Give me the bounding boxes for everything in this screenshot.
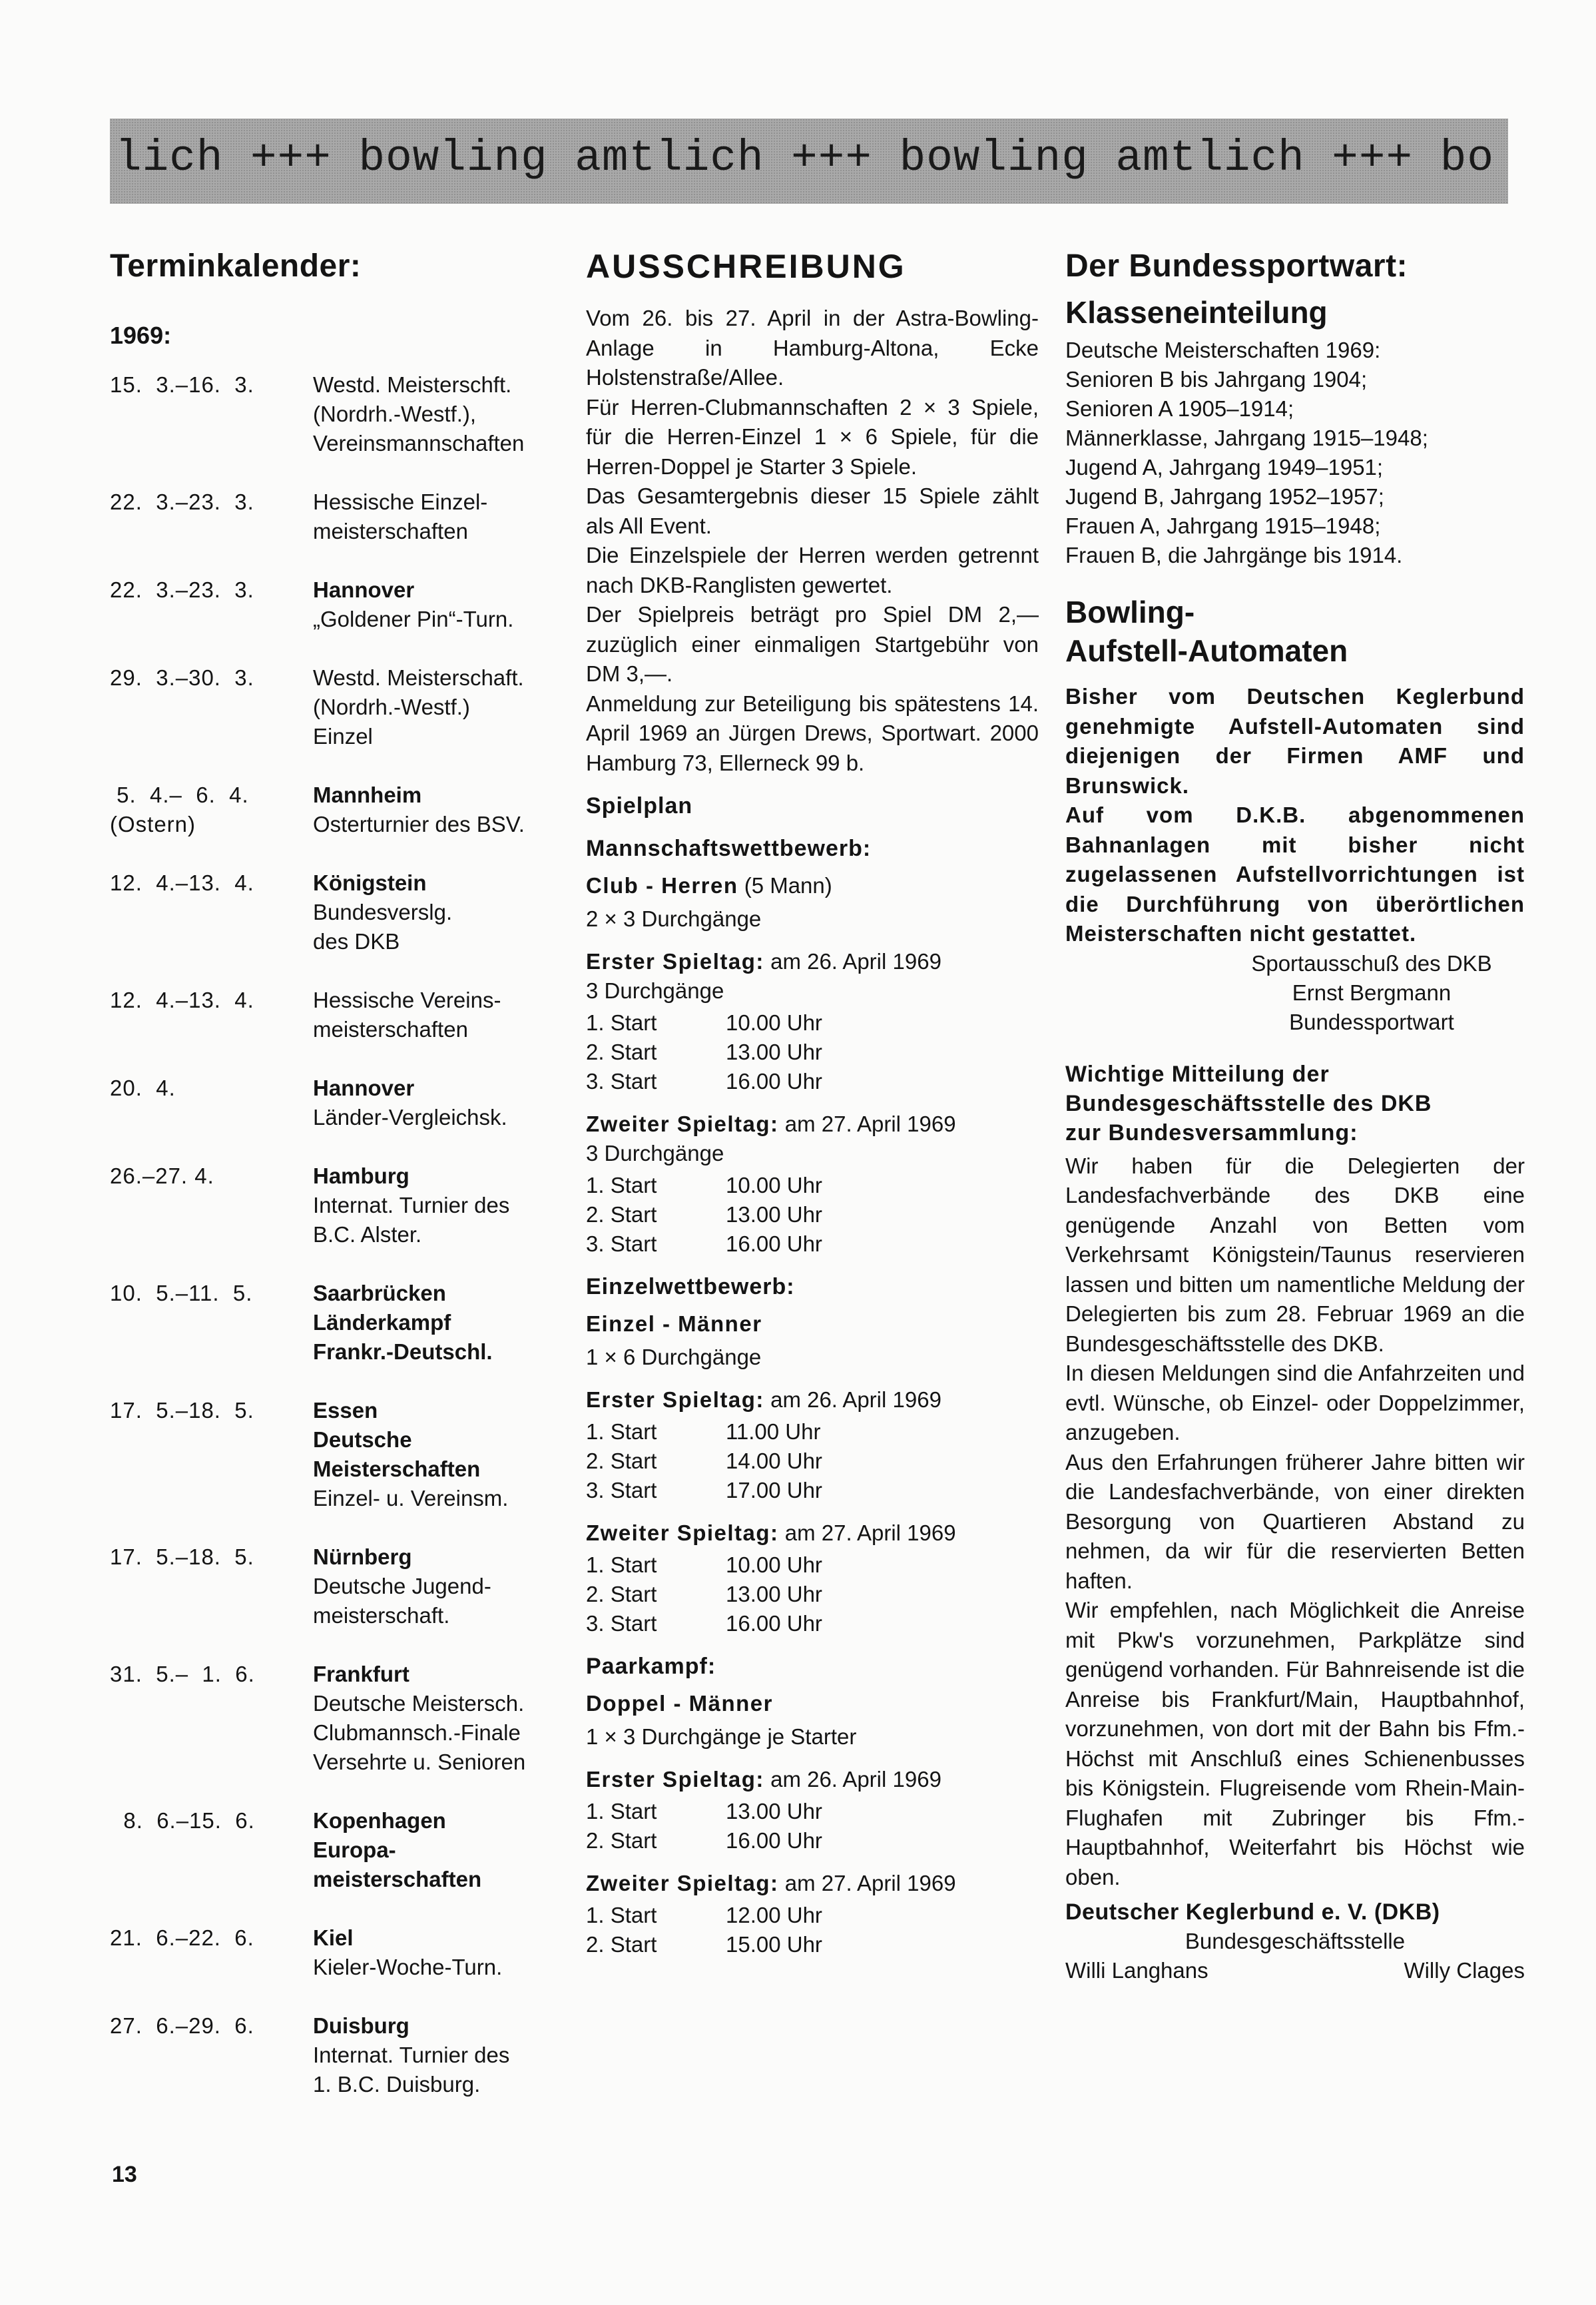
bundessportwart-title: Der Bundessportwart: xyxy=(1065,248,1408,284)
event-line: Versehrte u. Senioren xyxy=(313,1750,526,1774)
category-name: Club - Herren xyxy=(586,873,738,898)
start-label: 3. Start xyxy=(586,1231,657,1256)
klassen-line: Frauen B, die Jahrgänge bis 1914. xyxy=(1065,543,1403,567)
event-spacer xyxy=(110,1132,569,1161)
event-date xyxy=(110,868,313,956)
klassen-line: Männerklasse, Jahrgang 1915–1948; xyxy=(1065,426,1428,450)
spacer xyxy=(586,934,1039,947)
signature-line: Ernst Bergmann xyxy=(1292,980,1452,1005)
intro-paragraph: Das Gesamtergebnis dieser 15 Spiele zählt als All Event. xyxy=(586,484,1039,538)
category-name: Doppel - Männer xyxy=(586,1691,774,1716)
signers xyxy=(1065,1956,1525,1985)
start-time-row xyxy=(586,1171,1039,1200)
event-date-range: 10. 5.–11. 5. xyxy=(110,1281,253,1305)
start-time-row xyxy=(586,1417,1039,1447)
event-date-range: 26.–27. 4. xyxy=(110,1163,214,1188)
event-place: Kopenhagen xyxy=(313,1808,446,1833)
event-line: „Goldener Pin“-Turn. xyxy=(313,607,514,631)
event-spacer xyxy=(110,751,569,781)
event-place: Hamburg xyxy=(313,1163,409,1188)
event-spacer xyxy=(110,839,569,868)
intro-paragraph: Vom 26. bis 27. April in der Astra-Bowling-Anlage in Hamburg-Altona, Ecke Holstenstraße/Allee. xyxy=(586,306,1039,390)
calendar-event xyxy=(110,1542,569,1630)
start-time-row xyxy=(586,1930,1039,1959)
event-date xyxy=(110,575,313,634)
mitteilung-paragraph: Wir empfehlen, nach Möglichkeit die Anreise mit Pkw's vorzunehmen, Parkplätze sind genügend vorhanden. Für Bahnreisende ist die Anreise bis Frankfurt/Main, Hauptbahnhof, vorzunehmen, von dort mit der Bahn bis Ffm.-Höchst mit Anschluß eines Schienenbusses bis Königstein. Flugreisende vom Rhein-Main-Flughafen mit Zubringer bis Ffm.-Hauptbahnhof, Weiterfahrt bis Höchst wie oben. xyxy=(1065,1598,1525,1889)
event-date-range: 31. 5.– 1. 6. xyxy=(110,1662,255,1686)
event-line: Hessische Einzel- xyxy=(313,490,488,514)
event-date xyxy=(110,488,313,546)
event-line: B.C. Alster. xyxy=(313,1222,422,1247)
mitteilung-title-line: Wichtige Mitteilung der xyxy=(1065,1061,1330,1087)
mitteilung-title xyxy=(1065,1060,1525,1148)
start-time: 17.00 Uhr xyxy=(726,1478,822,1502)
spacer xyxy=(586,1505,1039,1518)
org-unit: Bundesgeschäftsstelle xyxy=(1185,1929,1406,1953)
start-label: 2. Start xyxy=(586,1828,657,1853)
signer-left: Willi Langhans xyxy=(1065,1958,1208,1983)
calendar-event xyxy=(110,663,569,751)
event-date xyxy=(110,663,313,751)
event-line: Deutsche Jugend- xyxy=(313,1574,491,1598)
section-format: 1 × 3 Durchgänge je Starter xyxy=(586,1724,857,1749)
event-spacer xyxy=(110,1982,569,2011)
start-time-row xyxy=(586,1901,1039,1930)
event-date xyxy=(110,1660,313,1777)
event-description xyxy=(313,1396,569,1513)
event-line: Clubmannsch.-Finale xyxy=(313,1720,521,1745)
event-spacer xyxy=(110,1513,569,1542)
start-time-row xyxy=(586,1008,1039,1038)
calendar-event xyxy=(110,575,569,634)
klasseneinteilung-title: Klasseneinteilung xyxy=(1065,295,1328,330)
start-time: 10.00 Uhr xyxy=(726,1552,822,1577)
event-line: meisterschaften xyxy=(313,1017,468,1042)
start-label: 1. Start xyxy=(586,1552,657,1577)
event-description xyxy=(313,1074,569,1132)
event-bold-line: Länderkampf xyxy=(313,1310,451,1335)
spieltag-date: am 26. April 1969 xyxy=(764,949,941,974)
start-time-row xyxy=(586,1550,1039,1580)
terminkalender-title: Terminkalender: xyxy=(110,248,362,284)
start-time: 12.00 Uhr xyxy=(726,1903,822,1927)
section-format: 2 × 3 Durchgänge xyxy=(586,906,762,931)
start-time: 15.00 Uhr xyxy=(726,1932,822,1957)
section-heading: Mannschaftswettbewerb: xyxy=(586,836,872,861)
event-date xyxy=(110,1923,313,1982)
event-date xyxy=(110,370,313,458)
start-times xyxy=(586,1901,1039,1959)
section-category xyxy=(586,1309,1039,1339)
event-place: Saarbrücken xyxy=(313,1281,446,1305)
spieltag-heading xyxy=(586,1765,1039,1794)
spieltag-note: 3 Durchgänge xyxy=(586,978,724,1003)
event-place: Essen xyxy=(313,1398,378,1423)
start-time-row xyxy=(586,1067,1039,1096)
spacer xyxy=(586,821,1039,834)
event-date xyxy=(110,1074,313,1132)
spieltag-label: Erster Spieltag: xyxy=(586,949,764,974)
event-description xyxy=(313,488,569,546)
section-heading: Einzelwettbewerb: xyxy=(586,1274,795,1299)
event-description xyxy=(313,2011,569,2099)
event-date xyxy=(110,1279,313,1367)
event-line: Hessische Vereins- xyxy=(313,988,501,1012)
spieltag-heading xyxy=(586,1110,1039,1139)
banner-text: lich +++ bowling amtlich +++ bowling amtlich +++ bo xyxy=(115,133,1494,183)
mitteilung-paragraph: Aus den Erfahrungen früherer Jahre bitten wir die Landesfachverbände, von einer direkten Besorgung von Quartieren Abstand zu nehmen, da wir für die reservierten Betten haften. xyxy=(1065,1449,1525,1593)
spacer xyxy=(586,1752,1039,1765)
start-time: 13.00 Uhr xyxy=(726,1202,822,1227)
event-line: meisterschaften xyxy=(313,519,468,543)
event-date-note: (Ostern) xyxy=(110,812,196,836)
spieltag-note: 3 Durchgänge xyxy=(586,1141,724,1165)
spacer xyxy=(586,1096,1039,1110)
event-date-range: 15. 3.–16. 3. xyxy=(110,372,254,397)
start-time: 16.00 Uhr xyxy=(726,1828,822,1853)
start-time: 13.00 Uhr xyxy=(726,1582,822,1606)
event-date-range: 17. 5.–18. 5. xyxy=(110,1398,254,1423)
start-label: 3. Start xyxy=(586,1478,657,1502)
intro-paragraph: Anmeldung zur Beteiligung bis spätestens 14. April 1969 an Jürgen Drews, Sportwart. 2000 Hamburg 73, Ellerneck 99 b. xyxy=(586,691,1039,775)
spieltag-date: am 26. April 1969 xyxy=(764,1387,941,1412)
event-bold-line: meisterschaften xyxy=(313,1867,482,1891)
event-description xyxy=(313,663,569,751)
event-date-range: 12. 4.–13. 4. xyxy=(110,988,254,1012)
event-description xyxy=(313,986,569,1044)
start-label: 1. Start xyxy=(586,1419,657,1444)
start-time: 14.00 Uhr xyxy=(726,1449,822,1473)
event-description xyxy=(313,1923,569,1982)
ausschreibung-title: AUSSCHREIBUNG xyxy=(586,248,906,285)
start-time-row xyxy=(586,1038,1039,1067)
section-heading: Paarkampf: xyxy=(586,1654,716,1679)
signature-line: Bundessportwart xyxy=(1289,1009,1454,1034)
event-line: meisterschaft. xyxy=(313,1603,450,1628)
start-label: 2. Start xyxy=(586,1932,657,1957)
event-bold-line: Frankr.-Deutschl. xyxy=(313,1339,493,1364)
start-label: 2. Start xyxy=(586,1582,657,1606)
spielplan-sections xyxy=(586,821,1039,1959)
mitteilung-paragraph: In diesen Meldungen sind die Anfahrzeiten und evtl. Wünsche, ob Einzel- oder Doppelzimmer, anzugeben. xyxy=(1065,1361,1525,1445)
event-description xyxy=(313,1806,569,1894)
event-description xyxy=(313,370,569,458)
mitteilung-title-line: Bundesgeschäftsstelle des DKB xyxy=(1065,1090,1432,1116)
start-time: 13.00 Uhr xyxy=(726,1799,822,1823)
section-format: 1 × 6 Durchgänge xyxy=(586,1345,762,1369)
event-line: Westd. Meisterschft. xyxy=(313,372,512,397)
start-label: 2. Start xyxy=(586,1040,657,1064)
start-time-row xyxy=(586,1797,1039,1826)
calendar-event xyxy=(110,1806,569,1894)
event-description xyxy=(313,868,569,956)
klassen-line: Senioren B bis Jahrgang 1904; xyxy=(1065,367,1368,392)
event-place: Kiel xyxy=(313,1925,354,1950)
automaten-title-1: Bowling- xyxy=(1065,595,1195,629)
spieltag-heading xyxy=(586,947,1039,976)
start-label: 1. Start xyxy=(586,1903,657,1927)
terminkalender-column xyxy=(110,246,569,2099)
start-time-row xyxy=(586,1826,1039,1855)
calendar-event xyxy=(110,1074,569,1132)
event-line: Vereinsmannschaften xyxy=(313,431,525,456)
spieltag-label: Zweiter Spieltag: xyxy=(586,1112,779,1136)
start-times xyxy=(586,1797,1039,1855)
event-line: Internat. Turnier des xyxy=(313,2043,510,2067)
spieltag-heading xyxy=(586,1869,1039,1898)
start-label: 3. Start xyxy=(586,1611,657,1636)
event-date-range: 29. 3.–30. 3. xyxy=(110,665,254,690)
spieltag-label: Erster Spieltag: xyxy=(586,1767,764,1792)
start-label: 1. Start xyxy=(586,1010,657,1035)
event-place: Hannover xyxy=(313,577,415,602)
event-place: Nürnberg xyxy=(313,1544,412,1569)
event-line: Kieler-Woche-Turn. xyxy=(313,1955,503,1979)
start-time-row xyxy=(586,1447,1039,1476)
klassen-line: Frauen A, Jahrgang 1915–1948; xyxy=(1065,513,1381,538)
event-date xyxy=(110,2011,313,2099)
event-bold-line: Europa- xyxy=(313,1837,396,1862)
calendar-event xyxy=(110,1396,569,1513)
event-date xyxy=(110,986,313,1044)
signer-right: Willy Clages xyxy=(1404,1958,1525,1983)
event-description xyxy=(313,1279,569,1367)
event-date-range: 20. 4. xyxy=(110,1076,176,1100)
start-time: 10.00 Uhr xyxy=(726,1173,822,1197)
event-date xyxy=(110,1161,313,1249)
event-line: (Nordrh.-Westf.), xyxy=(313,402,477,426)
calendar-event xyxy=(110,2011,569,2099)
intro-paragraph: Für Herren-Clubmannschaften 2 × 3 Spiele, für die Herren-Einzel 1 × 6 Spiele, für die Herren-Doppel je Starter 3 Spiele. xyxy=(586,394,1039,479)
automaten-title-2: Aufstell-Automaten xyxy=(1065,633,1348,668)
event-date xyxy=(110,781,313,839)
event-spacer xyxy=(110,1630,569,1660)
event-bold-line: Deutsche xyxy=(313,1427,412,1452)
spieltag-label: Erster Spieltag: xyxy=(586,1387,764,1412)
event-calendar xyxy=(110,370,569,2099)
event-spacer xyxy=(110,1777,569,1806)
event-description xyxy=(313,781,569,839)
automaten-text-1: Bisher vom Deutschen Keglerbund genehmigte Aufstell-Automaten sind diejenigen der Firmen AMF und Brunswick. xyxy=(1065,684,1525,798)
klassen-line: Jugend A, Jahrgang 1949–1951; xyxy=(1065,455,1384,480)
event-place: Mannheim xyxy=(313,783,422,807)
event-line: Osterturnier des BSV. xyxy=(313,812,525,836)
event-description xyxy=(313,1660,569,1777)
event-date-range: 8. 6.–15. 6. xyxy=(110,1808,255,1833)
klassen-line: Jugend B, Jahrgang 1952–1957; xyxy=(1065,484,1384,509)
spacer xyxy=(586,863,1039,871)
event-spacer xyxy=(110,634,569,663)
event-spacer xyxy=(110,1249,569,1279)
start-time: 11.00 Uhr xyxy=(726,1419,821,1444)
event-spacer xyxy=(110,458,569,488)
event-line: des DKB xyxy=(313,929,400,954)
start-times xyxy=(586,1171,1039,1259)
event-place: Königstein xyxy=(313,870,427,895)
start-times xyxy=(586,1008,1039,1096)
section-category xyxy=(586,871,1039,900)
start-time: 13.00 Uhr xyxy=(726,1040,822,1064)
event-place: Duisburg xyxy=(313,2013,409,2038)
spieltag-date: am 27. April 1969 xyxy=(778,1112,956,1136)
event-line: Einzel- u. Vereinsm. xyxy=(313,1486,509,1510)
event-date xyxy=(110,1806,313,1894)
event-date-range: 27. 6.–29. 6. xyxy=(110,2013,254,2038)
spieltag-label: Zweiter Spieltag: xyxy=(586,1871,779,1895)
event-date-range: 22. 3.–23. 3. xyxy=(110,490,254,514)
start-time: 16.00 Uhr xyxy=(726,1069,822,1094)
spacer xyxy=(586,1855,1039,1869)
klassen-list xyxy=(1065,336,1525,570)
event-bold-line: Meisterschaften xyxy=(313,1457,481,1481)
event-date xyxy=(110,1396,313,1513)
spieltag-date: am 27. April 1969 xyxy=(778,1871,956,1895)
spacer xyxy=(586,1301,1039,1309)
spieltag-date: am 26. April 1969 xyxy=(764,1767,941,1792)
intro-paragraph: Der Spielpreis beträgt pro Spiel DM 2,— zuzüglich einer einmaligen Startgebühr von DM 3,—. xyxy=(586,602,1039,686)
event-description xyxy=(313,1161,569,1249)
start-label: 1. Start xyxy=(586,1799,657,1823)
mitteilung-body xyxy=(1065,1152,1525,1893)
start-times xyxy=(586,1417,1039,1505)
calendar-event xyxy=(110,1161,569,1249)
event-date-range: 22. 3.–23. 3. xyxy=(110,577,254,602)
spieltag-heading xyxy=(586,1385,1039,1415)
header-banner xyxy=(110,119,1508,204)
intro-paragraph: Die Einzelspiele der Herren werden getrennt nach DKB-Ranglisten gewertet. xyxy=(586,543,1039,597)
start-time: 16.00 Uhr xyxy=(726,1611,822,1636)
bundessportwart-column xyxy=(1065,246,1525,1985)
spacer xyxy=(586,1638,1039,1652)
event-line: Einzel xyxy=(313,724,373,749)
category-name: Einzel - Männer xyxy=(586,1311,762,1336)
mitteilung-paragraph: Wir haben für die Delegierten der Landesfachverbände des DKB eine genügende Anzahl von Betten vom Verkehrsamt Königstein/Taunus reservieren lassen und bitten um namentliche Meldung der Delegierten bis zum 28. Februar 1969 an die Bundesgeschäftsstelle des DKB. xyxy=(1065,1153,1525,1356)
org-name: Deutscher Keglerbund e. V. (DKB) xyxy=(1065,1899,1440,1925)
mitteilung-title-line: zur Bundesversammlung: xyxy=(1065,1120,1358,1146)
year-heading: 1969: xyxy=(110,322,172,349)
event-place: Frankfurt xyxy=(313,1662,409,1686)
start-label: 1. Start xyxy=(586,1173,657,1197)
calendar-event xyxy=(110,488,569,546)
start-time-row xyxy=(586,1609,1039,1638)
event-spacer xyxy=(110,546,569,575)
calendar-event xyxy=(110,781,569,839)
spieltag-heading xyxy=(586,1518,1039,1548)
spacer xyxy=(586,1681,1039,1689)
klassen-line: Senioren A 1905–1914; xyxy=(1065,396,1294,421)
event-line: Deutsche Meistersch. xyxy=(313,1691,525,1716)
event-line: Internat. Turnier des xyxy=(313,1193,510,1217)
section-category xyxy=(586,1689,1039,1718)
calendar-event xyxy=(110,370,569,458)
event-description xyxy=(313,1542,569,1630)
start-time-row xyxy=(586,1200,1039,1229)
start-time: 10.00 Uhr xyxy=(726,1010,822,1035)
spielplan-heading: Spielplan xyxy=(586,793,693,819)
event-line: Bundesverslg. xyxy=(313,900,453,924)
event-date-range: 5. 4.– 6. 4. xyxy=(110,783,249,807)
start-times xyxy=(586,1550,1039,1638)
start-label: 3. Start xyxy=(586,1069,657,1094)
event-date-range: 21. 6.–22. 6. xyxy=(110,1925,254,1950)
automaten-text-2: Auf vom D.K.B. abgenommenen Bahnanlagen mit bisher nicht zugelassenen Aufstellvorrichtungen ist die Durchführung von überörtlichen Meisterschaften nicht gestattet. xyxy=(1065,803,1525,946)
calendar-event xyxy=(110,1923,569,1982)
page-number: 13 xyxy=(112,2162,137,2187)
start-time: 16.00 Uhr xyxy=(726,1231,822,1256)
start-time-row xyxy=(586,1229,1039,1259)
event-date-range: 12. 4.–13. 4. xyxy=(110,870,254,895)
ausschreibung-column xyxy=(586,246,1039,1959)
event-date-range: 17. 5.–18. 5. xyxy=(110,1544,254,1569)
event-line: Länder-Vergleichsk. xyxy=(313,1105,507,1130)
event-spacer xyxy=(110,1894,569,1923)
spacer xyxy=(586,1372,1039,1385)
ausschreibung-intro xyxy=(586,304,1039,778)
event-place: Hannover xyxy=(313,1076,415,1100)
event-description xyxy=(313,575,569,634)
start-label: 2. Start xyxy=(586,1449,657,1473)
event-spacer xyxy=(110,1044,569,1074)
automaten-signature xyxy=(1065,949,1525,1037)
spieltag-label: Zweiter Spieltag: xyxy=(586,1520,779,1545)
spieltag-date: am 27. April 1969 xyxy=(778,1520,956,1545)
event-line: 1. B.C. Duisburg. xyxy=(313,2072,481,2097)
event-line: (Nordrh.-Westf.) xyxy=(313,695,470,719)
category-detail: (5 Mann) xyxy=(738,873,832,898)
start-label: 2. Start xyxy=(586,1202,657,1227)
spacer xyxy=(586,1259,1039,1272)
event-spacer xyxy=(110,956,569,986)
start-time-row xyxy=(586,1476,1039,1505)
calendar-event xyxy=(110,868,569,956)
event-spacer xyxy=(110,1367,569,1396)
start-time-row xyxy=(586,1580,1039,1609)
calendar-event xyxy=(110,1279,569,1367)
signature-line: Sportausschuß des DKB xyxy=(1251,950,1492,976)
klassen-line: Deutsche Meisterschaften 1969: xyxy=(1065,338,1381,362)
event-line: Westd. Meisterschaft. xyxy=(313,665,524,690)
event-date xyxy=(110,1542,313,1630)
calendar-event xyxy=(110,986,569,1044)
calendar-event xyxy=(110,1660,569,1777)
